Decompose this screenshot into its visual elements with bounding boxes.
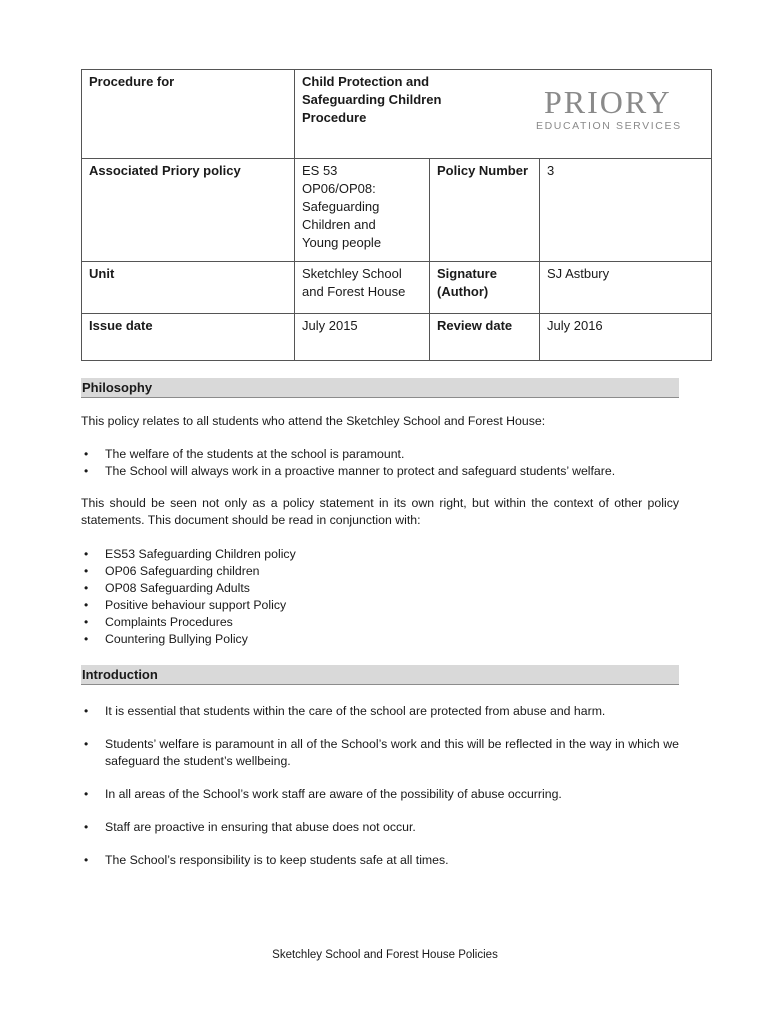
signature-label: Signature (Author): [430, 262, 540, 314]
procedure-title: Child Protection and Safeguarding Children Procedure: [295, 70, 712, 159]
list-item: • OP06 Safeguarding children: [81, 563, 679, 580]
list-item: • Complaints Procedures: [81, 614, 679, 631]
philosophy-intro: This policy relates to all students who attend the Sketchley School and Forest House:: [81, 414, 546, 428]
issue-date-label: Issue date: [82, 314, 295, 361]
introduction-bullets: [81, 703, 679, 885]
policy-number-value: 3: [540, 159, 712, 262]
review-date-label: Review date: [430, 314, 540, 361]
table-row: [82, 314, 712, 361]
unit-label: Unit: [82, 262, 295, 314]
logo-wordmark: PRIORY: [544, 84, 672, 120]
philosophy-heading: Philosophy: [81, 378, 679, 398]
philosophy-context-paragraph: This should be seen not only as a policy statement in its own right, but within the context of other policy statements. This document should be read in conjunction with:: [81, 496, 679, 527]
list-item: • Students’ welfare is paramount in all of the School’s work and this will be reflected in the way in which we safeguard the student’s wellbeing.: [81, 736, 679, 770]
list-item: • Positive behaviour support Policy: [81, 597, 679, 614]
related-policies-list: [81, 546, 679, 648]
table-row: [82, 159, 712, 262]
procedure-for-label: Procedure for: [82, 70, 295, 159]
list-item: • The welfare of the students at the school is paramount.: [81, 446, 679, 463]
logo-subtitle: EDUCATION SERVICES: [536, 120, 682, 132]
list-item: • OP08 Safeguarding Adults: [81, 580, 679, 597]
list-item: • The School’s responsibility is to keep students safe at all times.: [81, 852, 679, 869]
page-footer: Sketchley School and Forest House Policies: [272, 949, 498, 961]
priory-logo: [536, 84, 698, 140]
associated-policy-value: ES 53 OP06/OP08: Safeguarding Children and Young people: [295, 159, 430, 262]
associated-policy-label: Associated Priory policy: [82, 159, 295, 262]
review-date-value: July 2016: [540, 314, 712, 361]
introduction-heading: Introduction: [81, 665, 679, 685]
list-item: • In all areas of the School’s work staff are aware of the possibility of abuse occurring.: [81, 786, 679, 803]
issue-date-value: July 2015: [295, 314, 430, 361]
list-item: • The School will always work in a proactive manner to protect and safeguard students’ welfare.: [81, 463, 679, 480]
list-item: • ES53 Safeguarding Children policy: [81, 546, 679, 563]
signature-value: SJ Astbury: [540, 262, 712, 314]
table-row: [82, 262, 712, 314]
list-item: • Staff are proactive in ensuring that abuse does not occur.: [81, 819, 679, 836]
policy-number-label: Policy Number: [430, 159, 540, 262]
philosophy-bullets: [81, 446, 679, 480]
unit-value: Sketchley School and Forest House: [295, 262, 430, 314]
list-item: • It is essential that students within the care of the school are protected from abuse and harm.: [81, 703, 679, 720]
list-item: • Countering Bullying Policy: [81, 631, 679, 648]
